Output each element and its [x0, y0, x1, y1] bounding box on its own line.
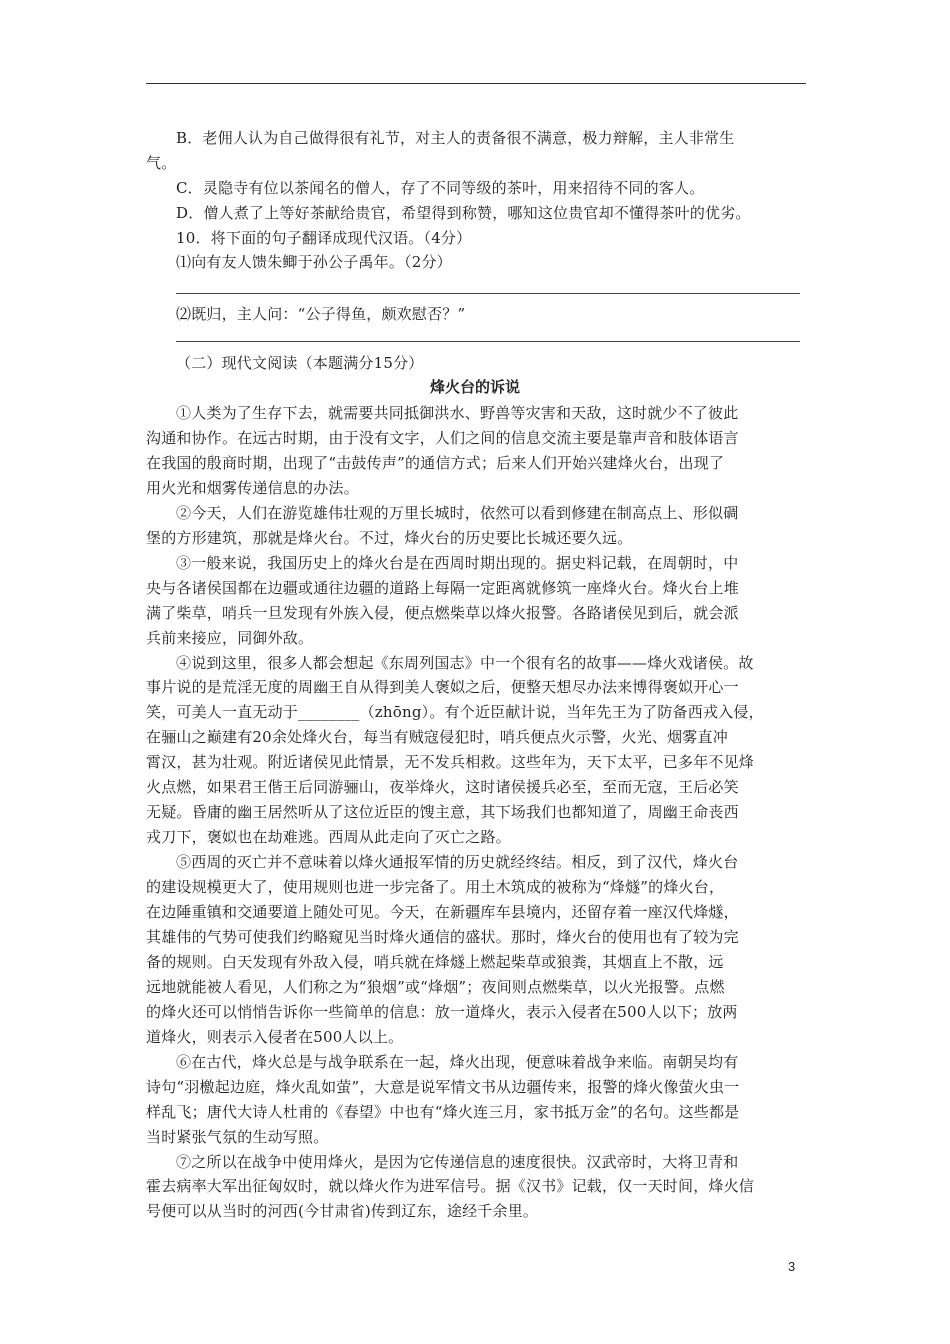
article-line: 堡的方形建筑，那就是烽火台。不过，烽火台的历史要比长城还要久远。	[146, 529, 633, 547]
article-line: 沟通和协作。在远古时期，由于没有文字，人们之间的信息交流主要是靠声音和肢体语言	[146, 429, 739, 447]
article-line: 霄汉，甚为壮观。附近诸侯见此情景，无不发兵相救。这些年为，天下太平，已多年不见烽	[146, 753, 755, 771]
article-line: ⑥在古代，烽火总是与战争联系在一起，烽火出现，便意味着战争来临。南朝吴均有	[176, 1053, 739, 1071]
article-line: 满了柴草，哨兵一旦发现有外族入侵，便点燃柴草以烽火报警。各路诸侯见到后，就会派	[146, 604, 739, 622]
article-line: 火点燃，如果君王偕王后同游骊山，夜举烽火，这时诸侯援兵必至，至而无寇，王后必笑	[146, 778, 739, 796]
page-number: 3	[788, 1259, 796, 1274]
option-b-line1: B．老佣人认为自己做得很有礼节，对主人的责备很不满意，极力辩解，主人非常生	[176, 129, 735, 147]
sentence-1: ⑴向有友人馈朱鲫于孙公子禹年。（2分）	[176, 253, 452, 271]
sentence-2: ⑵既归，主人问：“公子得鱼，颇欢慰否？”	[176, 305, 466, 323]
option-b-line2: 气。	[146, 154, 177, 172]
answer-line-1[interactable]	[176, 293, 800, 294]
article-line: 兵前来接应，同御外敌。	[146, 629, 314, 647]
article-line: ③一般来说，我国历史上的烽火台是在西周时期出现的。据史料记载，在周朝时，中	[176, 554, 739, 572]
article-line: 诗句“羽檄起边庭，烽火乱如萤”，大意是说军情文书从边疆传来，报警的烽火像萤火虫一	[146, 1078, 740, 1096]
article-line: ⑦之所以在战争中使用烽火，是因为它传递信息的速度很快。汉武帝时，大将卫青和	[176, 1153, 739, 1171]
article-line: 样乱飞；唐代大诗人杜甫的《春望》中也有“烽火连三月，家书抵万金”的名句。这些都是	[146, 1103, 740, 1121]
article-line: 的建设规模更大了，使用规则也进一步完备了。用土木筑成的被称为“烽燧”的烽火台，	[146, 878, 725, 896]
article-line: ⑤西周的灭亡并不意味着以烽火通报军情的历史就经终结。相反，到了汉代，烽火台	[176, 853, 739, 871]
article-line: 其雄伟的气势可使我们约略窥见当时烽火通信的盛状。那时，烽火台的使用也有了较为完	[146, 928, 739, 946]
article-line: ④说到这里，很多人都会想起《东周列国志》中一个很有名的故事——烽火戏诸侯。故	[176, 654, 754, 672]
option-c: C．灵隐寺有位以茶闻名的僧人，存了不同等级的茶叶，用来招待不同的客人。	[176, 179, 705, 197]
article-line: 笑，可美人一直无动于________（zhōng）。有个近臣献计说，当年先王为了防备西戎入侵，	[146, 703, 764, 721]
question-10: 10．将下面的句子翻译成现代汉语。（4分）	[176, 229, 472, 247]
article-line: 号便可以从当时的河西(今甘肃省)传到辽东，途经千余里。	[146, 1202, 539, 1220]
article-line: 央与各诸侯国都在边疆或通往边疆的道路上每隔一定距离就修筑一座烽火台。烽火台上堆	[146, 579, 739, 597]
header-rule	[146, 83, 806, 84]
article-line: 在我国的殷商时期，出现了“击鼓传声”的通信方式；后来人们开始兴建烽火台，出现了	[146, 454, 725, 472]
section-heading: （二）现代文阅读（本题满分15分）	[176, 354, 424, 372]
article-line: 霍去病率大军出征匈奴时，就以烽火作为进军信号。据《汉书》记载，仅一天时间，烽火信	[146, 1177, 755, 1195]
article-line: 事片说的是荒淫无度的周幽王自从得到美人褒姒之后，便整天想尽办法来博得褒姒开心一	[146, 678, 739, 696]
article-line: 戎刀下，褒姒也在劫难逃。西周从此走向了灭亡之路。	[146, 828, 511, 846]
article-line: ①人类为了生存下去，就需要共同抵御洪水、野兽等灾害和天敌，这时就少不了彼此	[176, 404, 739, 422]
article-line: 备的规则。白天发现有外敌入侵，哨兵就在烽燧上燃起柴草或狼粪，其烟直上不散，远	[146, 953, 724, 971]
article-line: 用火光和烟雾传递信息的办法。	[146, 479, 359, 497]
article-line: 当时紧张气氛的生动写照。	[146, 1128, 329, 1146]
article-line: 的烽火还可以悄悄告诉你一些简单的信息：放一道烽火，表示入侵者在500人以下；放两	[146, 1003, 738, 1021]
option-d: D．僧人煮了上等好茶献给贵官，希望得到称赞，哪知这位贵官却不懂得茶叶的优劣。	[176, 204, 751, 222]
article-title: 烽火台的诉说	[429, 378, 520, 396]
article-line: 远地就能被人看见，人们称之为“狼烟”或“烽烟”；夜间则点燃柴草，以火光报警。点燃	[146, 978, 725, 996]
article-line: ②今天，人们在游览雄伟壮观的万里长城时，依然可以看到修建在制高点上、形似碉	[176, 504, 739, 522]
article-line: 无疑。昏庸的幽王居然听从了这位近臣的馊主意，其下场我们也都知道了，周幽王命丧西	[146, 803, 739, 821]
article-line: 在边陲重镇和交通要道上随处可见。今天，在新疆库车县境内，还留存着一座汉代烽燧，	[146, 903, 739, 921]
article-line: 道烽火，则表示入侵者在500人以上。	[146, 1028, 404, 1046]
article-line: 在骊山之巅建有20余处烽火台，每当有贼寇侵犯时，哨兵便点火示警，火光、烟雾直冲	[146, 728, 728, 746]
answer-line-2[interactable]	[176, 341, 800, 342]
